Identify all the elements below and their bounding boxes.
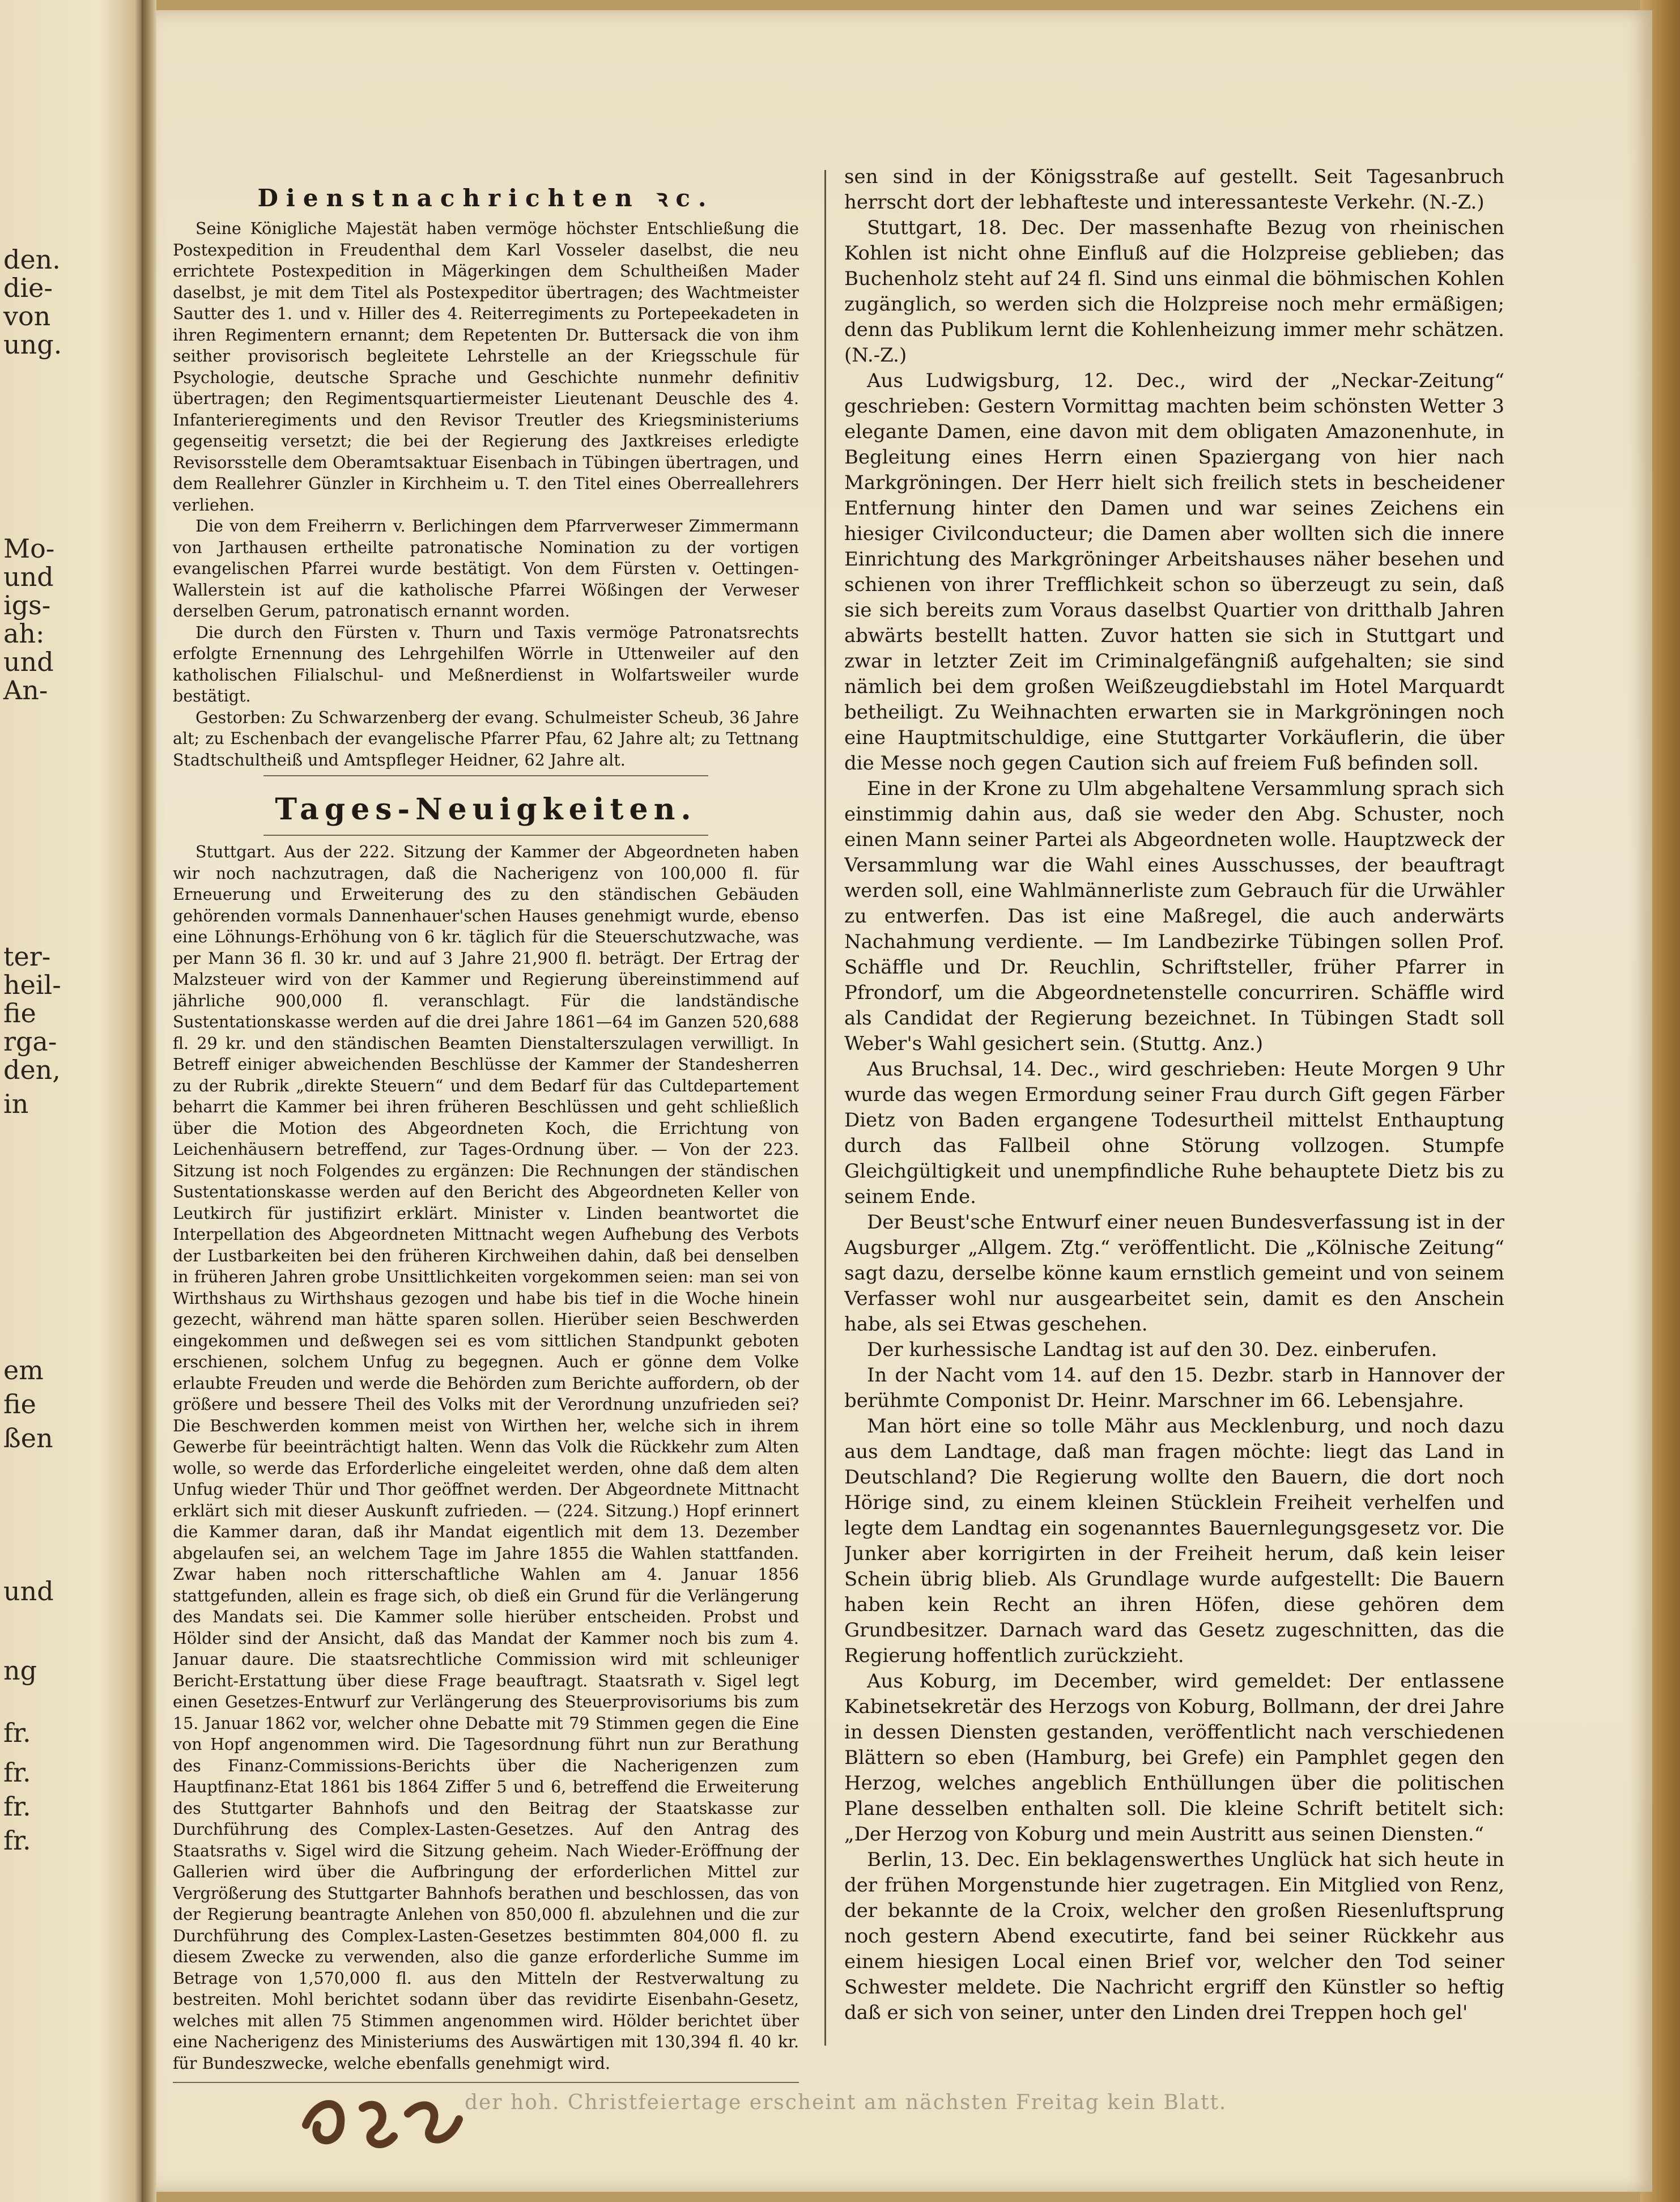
column-rule — [824, 170, 826, 2046]
facing-page-fragment: heil- — [3, 970, 61, 1000]
facing-page-fragment: und — [3, 562, 54, 592]
mecklenburg-article: Man hört eine so tolle Mähr aus Mecklenburg, und noch dazu aus dem Landtage, daß man fragen möchte: liegt das Land in Deutschland? Die Regierung wollte den Bauern, die dort noch Hörige sind, zu einem kleinen Stücklein Freiheit verhelfen und legte dem Landtag ein sogenanntes Bauernlegungsgesetz vor. Die Junker aber korrigirten in der Freiheit herum, daß kein leiser Schein übrig blieb. Als Grundlage wurde aufgestellt: Die Bauern haben kein Recht an ihren Höfen, diese gehören dem Grundbesitzer. Darnach ward das Gesetz zugeschnitten, das die Regierung hoffentlich zurückzieht. — [844, 1415, 1504, 1667]
stuttgart-parliament-article: Stuttgart. Aus der 222. Sitzung der Kammer der Abgeordneten haben wir noch nachzutragen, daß die Nacherigenz von 100,000 fl. für Erneuerung und Erweiterung des zu den ständischen Gebäuden gehörenden vormals Dannenhauer'schen Hauses genehmigt wurde, ebenso eine Löhnungs-Erhöhung von 6 kr. täglich für die Steuerschutzwache, was per Mann 36 fl. 30 kr. und auf 3 Jahre 21,900 fl. beträgt. Der Ertrag der Malzsteuer wird von der Kammer und Regierung übereinstimmend auf jährliche 900,000 fl. veranschlagt. Für die landständische Sustentationskasse werden auf die drei Jahre 1861—64 im Ganzen 520,688 fl. 29 kr. und den ständischen Beamten Dienstalterszulagen verwilligt. In Betreff einiger abweichenden Beschlüsse der Kammer der Standesherren zu der Rubrik „direkte Steuern“ und dem Bedarf für das Cultdepartement beharrt die Kammer bei ihren früheren Beschlüssen und geht schließlich über die Motion des Abgeordneten Koch, die Errichtung von Leichenhäusern betreffend, zur Tages-Ordnung über. — Von der 223. Sitzung ist noch Folgendes zu ergänzen: Die Rechnungen der ständischen Sustentationskasse werden auf den Bericht des Abgeordneten Keller von Leutkirch für justifizirt erklärt. Minister v. Linden beantwortet die Interpellation des Abgeordneten Mittnacht wegen Aufhebung des Verbots der Lustbarkeiten bei den früheren Kirchweihen dahin, daß bei denselben in früheren Jahren grobe Unsittlichkeiten vorgekommen seien: man sei von Wirthshaus zu Wirthshaus gezogen und habe bis tief in die Woche hinein gezecht, während man hätte sparen sollen. Hierüber seien Beschwerden eingekommen und deßwegen sei es vom sittlichen Standpunkt geboten erschienen, solchem Unfug zu begegnen. Auch er gönne dem Volke erlaubte Freuden und werde die Behörden zum Berichte auffordern, ob der größere und bessere Theil des Volks mit der Verordnung unzufrieden sei? Die Beschwerden kommen meist von Wirthen her, welche sich in ihrem Gewerbe für beeinträchtigt halten. Wenn das Volk die Rückkehr zum Alten wolle, so werde das Erforderliche eingeleitet werden, ohne daß dem alten Unfug wieder Thür und Thor geöffnet werden. Der Abgeordnete Mittnacht erklärt sich mit dieser Auskunft zufrieden. — (224. Sitzung.) Hopf erinnert die Kammer daran, daß ihr Mandat eigentlich mit dem 13. Dezember abgelaufen sei, an welchem Tage im Jahre 1855 die Wahlen stattfanden. Zwar haben noch ritterschaftliche Wahlen am 4. Januar 1856 stattgefunden, allein es frage sich, ob dieß ein Grund für die Verlängerung des Mandats sei. Die Kammer solle hierüber entscheiden. Probst und Hölder sind der Ansicht, daß das Mandat der Kammer noch bis zum 4. Januar daure. Die staatsrechtliche Commission wird mit schleuniger Bericht-Erstattung über diese Frage beauftragt. Staatsrath v. Sigel legt einen Gesetzes-Entwurf zur Verlängerung des Steuerprovisoriums bis zum 15. Januar 1862 vor, welcher ohne Debatte mit 79 Stimmen gegen die Eine von Hopf angenommen wird. Die Tagesordnung führt nun zur Berathung des Finanz-Commissions-Berichts über die Nacherigenzen zum Hauptfinanz-Etat 1861 bis 1864 Ziffer 5 und 6, betreffend die Erweiterung des Stuttgarter Bahnhofs und den Beitrag der Staatskasse zur Durchführung des Complex-Lasten-Gesetzes. Auf den Antrag des Staatsraths v. Sigel wird die Sitzung geheim. Nach Wieder-Eröffnung der Gallerien wird über die Aufbringung der erforderlichen Mittel zur Vergrößerung des Stuttgarter Bahnhofs berathen und beschlossen, das von der Regierung beantragte Anlehen von 850,000 fl. abzulehnen und die zur Durchführung des Complex-Lasten-Gesetzes bestimmten 804,000 fl. zu diesem Zwecke zu verwenden, also die ganze erforderliche Summe im Betrage von 1,570,000 fl. aus den Mitteln der Restverwaltung zu bestreiten. Mohl berichtet sodann über das revidirte Eisenbahn-Gesetz, welches mit allen 75 Stimmen angenommen wird. Hölder berichtet über eine Nacherigenz des Ministeriums des Auswärtigen mit 130,394 fl. 40 kr. für Bundeszwecke, welche ebenfalls genehmigt wird. — [173, 843, 799, 2073]
service-paragraph: Seine Königliche Majestät haben vermöge höchster Entschließung die Postexpedition in Freudenthal dem Karl Vosseler daselbst, die neu errichtete Postexpedition in Mägerkingen dem Schultheißen Mader daselbst, je mit dem Titel als Postexpeditor übertragen; des Wachtmeister Sautter des 1. und v. Hiller des 4. Reiterregiments zu Portepeekadeten in ihren Regimentern ernannt; dem Repetenten Dr. Buttersack die von ihm seither provisorisch begleitete Lehrstelle an der Kriegsschule für Psychologie, deutsche Sprache und Geschichte nunmehr definitiv übertragen; den Regimentsquartiermeister Lieutenant Deuschle des 4. Infanterieregiments und den Revisor Treutler des Kriegsministeriums gegenseitig versetzt; die bei der Regierung des Jaxtkreises erledigte Revisorsstelle dem Oberamtsaktuar Eisenbach in Tübingen übertragen, und dem Reallehrer Günzler in Kirchheim u. T. den Titel eines Oberreallehrers verliehen. — [173, 219, 799, 515]
facing-page-fragment: ung. — [3, 329, 62, 360]
continued-article: sen sind in der Königsstraße auf gestellt. Seit Tagesanbruch herrscht dort der lebhafteste und interessanteste Verkehr. (N.-Z.) — [844, 165, 1504, 214]
facing-page-fragment: und — [3, 647, 54, 677]
facing-page-fragment: rga- — [3, 1026, 57, 1057]
facing-page-fragment: em — [3, 1355, 44, 1385]
facing-page-fragment: die- — [3, 273, 53, 303]
beust-article: Der Beust'sche Entwurf einer neuen Bundesverfassung ist in der Augsburger „Allgem. Ztg.“ veröffentlicht. Die „Kölnische Zeitung“ sagt dazu, derselbe könne kaum ernstlich gemeint und von seinem Verfasser wohl nur ausgearbeitet sein, damit es den Anschein habe, als sei Etwas geschehen. — [844, 1211, 1504, 1336]
facing-page-fragment: in — [3, 1089, 29, 1119]
article-divider — [173, 2082, 799, 2083]
facing-page-fragment: den. — [3, 244, 61, 275]
daily-news-heading: Tages-Neuigkeiten. — [275, 792, 697, 827]
left-column — [173, 181, 799, 2091]
koburg-article: Aus Koburg, im December, wird gemeldet: Der entlassene Kabinetsekretär des Herzogs von Koburg, Bollmann, der drei Jahre in dessen Diensten gestanden, veröffentlicht nach verschiedenen Blättern so eben (Hamburg, bei Grefe) ein Pamphlet gegen den Herzog, welches angeblich Enthüllungen über die politischen Plane desselben enthalten soll. Die kleine Schrift betitelt sich: „Der Herzog von Koburg und mein Austritt aus seinen Diensten.“ — [844, 1670, 1504, 1846]
facing-page-fragment: und — [3, 1576, 54, 1606]
facing-page-strip — [0, 0, 142, 2202]
facing-page-fragment: An- — [3, 675, 48, 705]
facing-page-fragment: igs- — [3, 590, 51, 620]
facing-page-fragment: ßen — [3, 1423, 53, 1453]
handwritten-mark — [295, 2074, 476, 2159]
facing-page-fragment: von — [3, 301, 51, 331]
facing-page-fragment: fr. — [3, 1825, 31, 1856]
bruchsal-article: Aus Bruchsal, 14. Dec., wird geschrieben: Heute Morgen 9 Uhr wurde das wegen Ermordung seiner Frau durch Gift gegen Färber Dietz von Baden ergangene Todesurtheil mittelst Enthauptung durch das Fallbeil ohne Störung vollzogen. Stumpfe Gleichgültigkeit und unempfindliche Ruhe behauptete Dietz bis zu seinem Ende. — [844, 1058, 1504, 1208]
kurhessen-article: Der kurhessische Landtag ist auf den 30. Dez. einberufen. — [867, 1338, 1437, 1361]
facing-page-fragment: ng — [3, 1655, 37, 1686]
facing-page-fragment: den, — [3, 1055, 61, 1085]
section-divider — [263, 835, 708, 836]
berlin-article: Berlin, 13. Dec. Ein beklagenswerthes Unglück hat sich heute in der frühen Morgenstunde hier zugetragen. Ein Mitglied von Renz, der bekannte de la Croix, welcher den großen Riesenluftsprung noch gestern Abend executirte, fand bei seiner Rückkehr aus einem hiesigen Local einen Brief vor, welcher den Tod seiner Schwester meldete. Die Nachricht ergriff den Künstler so heftig daß er sich von seiner, unter den Linden drei Treppen hoch gel' — [844, 1848, 1504, 2024]
ulm-article: Eine in der Krone zu Ulm abgehaltene Versammlung sprach sich einstimmig dahin aus, daß sie weder den Abg. Schuster, noch einen Mann seiner Partei als Abgeordneten wolle. Hauptzweck der Versammlung war die Wahl eines Ausschusses, der beauftragt werden soll, eine Wahlmännerliste zum Gebrauch für die Urwähler zu entwerfen. Das ist eine Maßregel, die auch anderwärts Nachahmung verdiente. — Im Landbezirke Tübingen sollen Prof. Schäffle und Dr. Reuchlin, Schriftsteller, früher Pfarrer in Pfrondorf, um die Abgeordnetenstelle concurriren. Schäffle wird als Candidat der Regierung bezeichnet. In Tübingen Stadt soll Weber's Wahl gesichert sein. (Stuttg. Anz.) — [844, 777, 1504, 1055]
facing-page-fragment: fr. — [3, 1718, 31, 1748]
facing-page-fragment: fie — [3, 1389, 36, 1419]
service-news-body — [173, 218, 799, 771]
section-divider — [263, 775, 708, 776]
service-news-heading: Dienstnachrichten ꝛc. — [257, 184, 714, 212]
right-column — [844, 164, 1504, 2074]
facing-page-fragment: ah: — [3, 618, 45, 649]
coal-article: Stuttgart, 18. Dec. Der massenhafte Bezug von rheinischen Kohlen ist nicht ohne Einfluß auf die Holzpreise geblieben; das Buchenholz steht auf 24 fl. Sind uns einmal die böhmischen Kohlen zugänglich, so werden sich die Holzpreise noch mehr ermäßigen; denn das Publikum lernt die Kohlenheizung immer mehr schätzen. (N.-Z.) — [844, 216, 1504, 367]
facing-page-fragment: ter- — [3, 941, 51, 972]
ludwigsburg-article: Aus Ludwigsburg, 12. Dec., wird der „Neckar-Zeitung“ geschrieben: Gestern Vormittag machten beim schönsten Wetter 3 elegante Damen, eine davon mit dem obligaten Amazonenhute, in Begleitung eines Herrn einen Spaziergang von hier nach Markgröningen. Der Herr hielt sich freilich stets in bescheidener Entfernung hinter den Damen und war seines Zeichens ein hiesiger Civilconducteur; die Damen aber wollten sich die innere Einrichtung des Markgröninger Arbeitshauses näher besehen und schienen von ihrer Trefflichkeit schon so überzeugt zu sein, daß sie sich bereits zum Voraus daselbst Quartier von dritthalb Jahren abwärts bestellt hatten. Zuvor hatten sie sich in Stuttgart und zwar in letzter Zeit im Criminalgefängniß aufgehalten; sie sind nämlich bei dem großen Weißzeugdiebstahl im Hotel Marquardt betheiligt. Zu Weihnachten erwarten sie in Markgröningen noch eine Hauptmitschuldige, eine Stuttgarter Vorkäuflerin, die über die Messe noch gegen Caution sich auf freiem Fuß befinden soll. — [844, 369, 1504, 775]
marschner-article: In der Nacht vom 14. auf den 15. Dezbr. starb in Hannover der berühmte Componist Dr. Heinr. Marschner im 66. Lebensjahre. — [844, 1364, 1504, 1412]
book-gutter — [142, 0, 156, 2202]
facing-page-fragment: fr. — [3, 1791, 31, 1822]
service-paragraph: Die von dem Freiherrn v. Berlichingen dem Pfarrverweser Zimmermann von Jarthausen ertheilte patronatische Nomination zu der vortigen evangelischen Pfarrei wurde bestätigt. Von dem Fürsten v. Oettingen-Wallerstein ist auf die katholische Pfarrei Wößingen der Verweser derselben Gerum, patronatisch ernannt worden. — [173, 517, 799, 620]
service-paragraph: Die durch den Fürsten v. Thurn und Taxis vermöge Patronatsrechts erfolgte Ernennung des Lehrgehilfen Wörrle in Uttenweiler auf den katholischen Filialschul- und Meßnerdienst in Wolfartsweiler wurde bestätigt. — [173, 623, 799, 705]
service-paragraph: Gestorben: Zu Schwarzenberg der evang. Schulmeister Scheub, 36 Jahre alt; zu Eschenbach der evangelische Pfarrer Pfau, 62 Jahre alt; zu Tettnang Stadtschultheiß und Amtspfleger Heidner, 62 Jahre alt. — [173, 708, 799, 770]
facing-page-fragment: fr. — [3, 1757, 31, 1788]
facing-page-fragment: fie — [3, 998, 36, 1028]
facing-page-fragment: Mo- — [3, 533, 55, 564]
bleed-through-footer: der hoh. Christfeiertage erscheint am nächsten Freitag kein Blatt. — [465, 2091, 1227, 2114]
